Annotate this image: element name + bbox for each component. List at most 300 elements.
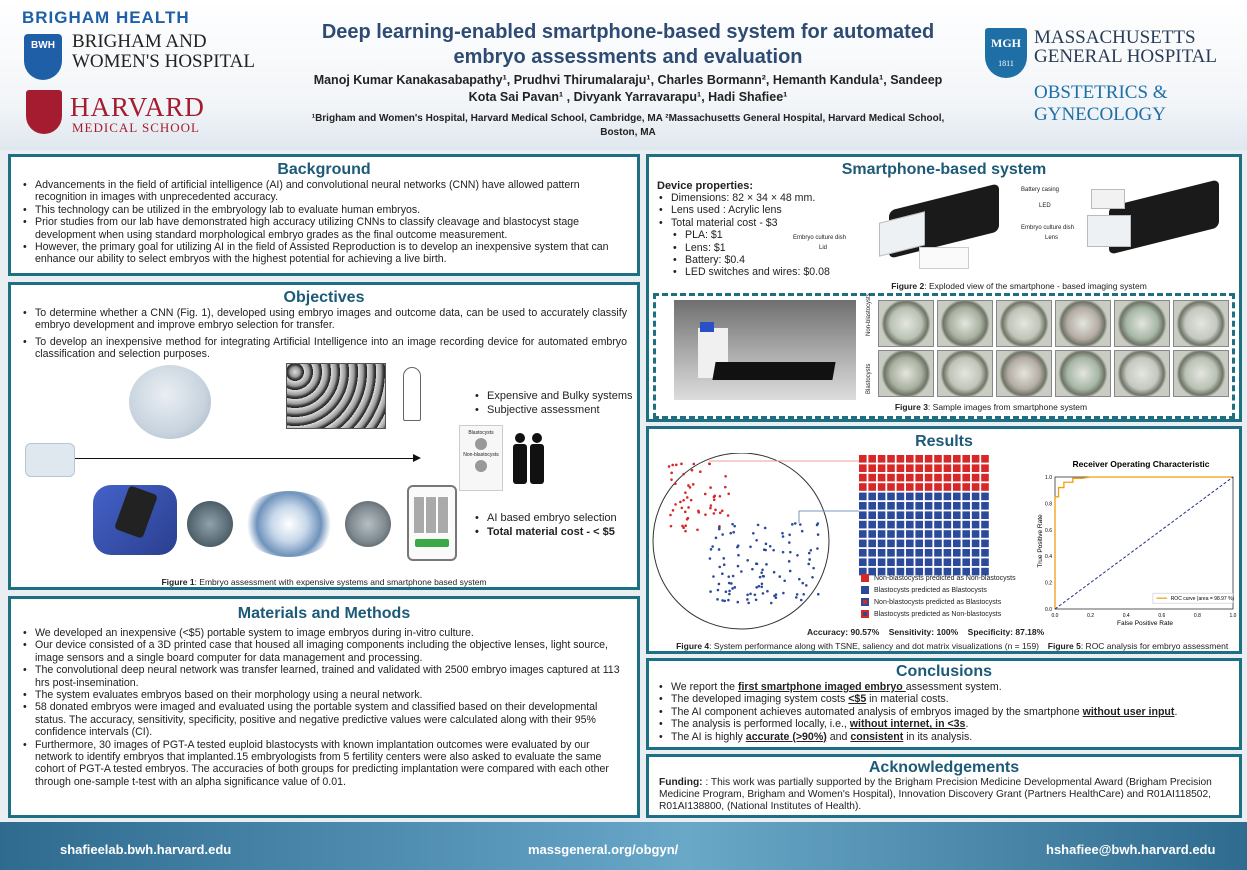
footer-link-email[interactable]: hshafiee@bwh.harvard.edu [1046,842,1216,857]
row-label-blast: Blastocysts [866,363,872,394]
matrix-cell-blast [944,493,952,501]
matrix-cell-blast [972,558,980,566]
matrix-cell-blast [981,511,989,519]
matrix-cell-blast [962,540,970,548]
matrix-cell-nonblast [972,474,980,482]
matrix-cell-nonblast [944,455,952,463]
roc-title: Receiver Operating Characteristic [1072,459,1210,469]
figure-1-caption [11,577,637,587]
matrix-cell-blast [897,511,905,519]
tsne-point-nonblast [724,475,727,478]
tsne-point-blast [760,586,763,589]
tsne-point-blast [769,545,772,548]
specificity-value: Specificity: 87.18% [967,627,1045,637]
tsne-point-blast [727,575,730,578]
conclusion-text: The developed imaging system costs [671,693,849,706]
matrix-cell-blast [972,530,980,538]
embryo-sample-image [1173,350,1229,397]
tsne-point-blast [798,578,801,581]
list-item [657,718,1231,730]
authors-line2: Kota Sai Pavan¹ , Divyank Yarravarapu¹, Hadi Shafiee¹ [468,90,788,104]
matrix-cell-blast [878,511,886,519]
matrix-cell-nonblast [934,474,942,482]
matrix-cell-nonblast [906,483,914,491]
tsne-point-blast [812,567,815,570]
matrix-cell-blast [934,511,942,519]
matrix-cell-blast [887,511,895,519]
tsne-point-nonblast [692,463,695,466]
tsne-point-nonblast [670,478,673,481]
matrix-cell-blast [981,558,989,566]
tsne-point-blast [766,590,769,593]
matrix-cell-nonblast [859,483,867,491]
matrix-cell-blast [944,521,952,529]
matrix-cell-blast [915,549,923,557]
matrix-cell-blast [868,493,876,501]
matrix-cell-nonblast [972,464,980,472]
list-item: • AI based embryo selection [473,511,643,525]
tsne-point-blast [788,533,791,536]
accuracy-value: Accuracy: 90.57% [807,627,880,637]
matrix-cell-nonblast [972,455,980,463]
tsne-point-blast [740,570,743,573]
matrix-cell-blast [868,521,876,529]
conclusion-text: in material costs. [866,693,949,706]
tsne-point-blast [794,522,797,525]
app-phone-image [407,485,457,561]
tsne-point-blast [772,549,775,552]
matrix-cell-nonblast [925,474,933,482]
embryo-image [345,501,391,547]
tsne-point-nonblast [710,504,713,507]
background-panel [8,154,640,276]
petri-dish-image [25,443,75,477]
device-photo [674,300,856,400]
legend-swatch [861,574,869,582]
matrix-cell-nonblast [962,464,970,472]
tsne-point-blast [789,551,792,554]
matrix-cell-blast [878,493,886,501]
matrix-cell-blast [887,558,895,566]
matrix-cell-blast [925,502,933,510]
matrix-cell-blast [868,558,876,566]
brigham-health-label: BRIGHAM HEALTH [22,8,190,27]
tsne-point-nonblast [684,491,687,494]
tsne-point-nonblast [687,484,690,487]
matrix-cell-blast [944,549,952,557]
matrix-cell-blast [915,502,923,510]
tsne-point-blast [796,593,799,596]
matrix-cell-blast [868,540,876,548]
matrix-cell-blast [934,493,942,501]
embryo-image [187,501,233,547]
conclusion-text: The analysis is performed locally, i.e., [671,718,850,731]
matrix-cell-blast [868,502,876,510]
mgh-shield-logo [985,28,1027,78]
tsne-point-blast [808,558,811,561]
tsne-point-blast [788,560,791,563]
conclusion-text: . [965,718,969,731]
matrix-cell-nonblast [953,474,961,482]
tsne-point-blast [765,563,768,566]
matrix-cell-blast [906,493,914,501]
embryo-sample-image [937,350,993,397]
matrix-cell-nonblast [944,483,952,491]
tsne-point-blast [773,595,776,598]
mgh-year: 1811 [998,59,1014,68]
matrix-cell-nonblast [868,464,876,472]
tsne-point-nonblast [709,486,712,489]
matrix-cell-blast [972,540,980,548]
embryo-thumb-icon [475,460,487,472]
matrix-cell-blast [887,493,895,501]
matrix-cell-blast [859,540,867,548]
title-line2: embryo assessments and evaluation [453,46,803,68]
arrow-line [75,458,415,459]
bwh-badge-text: BWH [31,40,55,51]
tsne-point-blast [759,576,762,579]
tsne-point-blast [755,598,758,601]
tsne-point-nonblast [699,470,702,473]
matrix-cell-blast [925,521,933,529]
sensitivity-value: Sensitivity: 100% [888,627,959,637]
tsne-point-nonblast [670,525,673,528]
tsne-point-blast [783,579,786,582]
list-item: • PLA: $1 [671,229,1231,241]
embryo-grid-image [286,363,386,429]
tsne-point-nonblast [697,511,700,514]
matrix-cell-nonblast [915,474,923,482]
tsne-boundary [653,453,829,629]
conclusion-emphasis: <$5 [848,693,867,706]
tsne-point-blast [752,532,755,535]
poster-footer [0,822,1247,870]
embryo-sample-image [937,300,993,347]
tsne-point-blast [727,599,730,602]
embryologist-icon [403,367,421,421]
matrix-cell-nonblast [953,483,961,491]
matrix-cell-blast [953,493,961,501]
matrix-cell-blast [934,558,942,566]
tsne-point-blast [733,525,736,528]
matrix-cell-nonblast [953,455,961,463]
matrix-cell-nonblast [953,464,961,472]
tsne-point-blast [817,533,820,536]
matrix-cell-blast [925,558,933,566]
tsne-point-blast [763,548,766,551]
matrix-cell-nonblast [962,483,970,491]
matrix-cell-nonblast [934,483,942,491]
conclusion-text: in its analysis. [903,730,973,743]
tsne-point-blast [773,571,776,574]
roc-x-tick: 1.0 [1229,613,1237,619]
matrix-cell-blast [887,530,895,538]
tsne-point-blast [721,599,724,602]
matrix-cell-blast [915,521,923,529]
tsne-point-blast [717,589,720,592]
tsne-point-blast [728,590,731,593]
tsne-point-nonblast [681,525,684,528]
matrix-cell-nonblast [887,455,895,463]
methods-list [21,627,627,788]
legend-item [861,573,1016,585]
tsne-point-nonblast [687,506,690,509]
tsne-point-blast [755,586,758,589]
matrix-cell-nonblast [915,464,923,472]
matrix-cell-blast [962,493,970,501]
matrix-cell-nonblast [915,483,923,491]
matrix-cell-blast [906,549,914,557]
expensive-system-list [473,389,643,417]
tsne-point-blast [782,551,785,554]
results-title: Results [915,433,973,450]
neural-network-image [241,491,337,557]
tsne-point-blast [807,563,810,566]
list-item: • We developed an inexpensive (<$5) portable system to image embryos during in-vitro culture. [21,627,627,639]
matrix-cell-blast [859,521,867,529]
tsne-point-nonblast [696,528,699,531]
tsne-point-blast [716,598,719,601]
list-item: • Advancements in the field of artificial intelligence (AI) and convolutional neural networks (CNN) have allowed pattern recognition in images with unprecedented accuracy. [21,179,627,204]
tsne-point-nonblast [682,473,685,476]
tsne-point-blast [770,602,773,605]
tsne-point-nonblast [713,495,716,498]
tsne-point-blast [736,601,739,604]
conclusion-text: and [826,730,851,743]
matrix-cell-blast [953,549,961,557]
tsne-point-blast [711,545,714,548]
tsne-point-nonblast [675,464,678,467]
matrix-cell-blast [925,511,933,519]
matrix-cell-blast [962,558,970,566]
list-item [657,731,1231,743]
tsne-point-blast [758,585,761,588]
tsne-point-blast [723,563,726,566]
matrix-cell-nonblast [868,474,876,482]
matrix-cell-blast [944,558,952,566]
embryo-sample-image [996,350,1052,397]
embryo-sample-image [1055,300,1111,347]
tsne-point-blast [789,570,792,573]
ai-system-list [473,511,643,539]
matrix-cell-nonblast [906,474,914,482]
matrix-cell-blast [981,502,989,510]
tsne-point-blast [762,592,765,595]
legend-swatch [861,586,869,594]
matrix-cell-blast [953,521,961,529]
mgh-badge-text: MGH [991,36,1021,50]
objectives-title: Objectives [283,289,365,306]
obgyn-line2: GYNECOLOGY [1034,104,1166,125]
microscope-image [129,365,211,439]
poster-header [0,0,1247,150]
conclusion-emphasis: first smartphone imaged embryo [737,681,906,693]
figure-4-caption [649,641,1039,651]
tsne-point-blast [721,533,724,536]
chance-line [1055,477,1233,609]
matrix-cell-nonblast [878,483,886,491]
matrix-cell-nonblast [897,474,905,482]
tsne-point-blast [762,575,765,578]
matrix-cell-blast [887,502,895,510]
classification-card [459,425,503,491]
embryo-sample-image [878,300,934,347]
matrix-cell-blast [868,549,876,557]
roc-x-tick: 0.0 [1051,613,1059,619]
tsne-point-nonblast [727,514,730,517]
smartphone-title: Smartphone-based system [841,161,1047,178]
matrix-cell-blast [944,502,952,510]
tsne-point-blast [810,549,813,552]
tsne-point-blast [754,593,757,596]
conclusion-emphasis: without internet, in <3s [849,718,966,731]
list-item: • Our device consisted of a 3D printed case that housed all imaging components including the objective lenses, light source, image sensors and a single board computer for data management and processing. [21,639,627,664]
bwh-name [72,32,255,72]
tsne-point-blast [737,554,740,557]
tsne-point-blast [737,544,740,547]
tsne-point-nonblast [669,514,672,517]
tsne-point-nonblast [713,512,716,515]
figure-2-label: Figure 2 [891,281,925,291]
tsne-point-nonblast [684,511,687,514]
tsne-point-nonblast [680,463,683,466]
matrix-cell-blast [972,511,980,519]
list-item: • Lens used : Acrylic lens [657,204,1231,216]
tsne-point-nonblast [721,509,724,512]
tsne-point-blast [749,593,752,596]
obgyn-name [1034,82,1168,126]
matrix-cell-blast [878,540,886,548]
list-item: • Furthermore, 30 images of PGT-A tested euploid blastocysts with known implantation outcomes were evaluated by our network to identify embryos that implanted.15 embryologists from 5 fertility centers were also asked to evaluate the same cohort of PGT-A tested embryos. The accuracies of both groups for predicting implantation were compared with each other through one-sample t-test with an alpha significance value of 0.01. [21,739,627,789]
matrix-cell-nonblast [897,483,905,491]
embryo-sample-image [1114,350,1170,397]
tsne-point-blast [712,575,715,578]
mgh-name-line1: MASSACHUSETTS [1034,27,1196,48]
conclusions-list [657,681,1231,743]
matrix-cell-blast [906,540,914,548]
tsne-point-blast [795,596,798,599]
conclusion-emphasis: consistent [850,730,904,743]
tsne-point-blast [732,531,735,534]
bwh-name-line1: BRIGHAM AND [72,31,207,52]
poster-title [268,20,988,70]
footer-link-lab[interactable]: shafieelab.bwh.harvard.edu [60,842,232,857]
matrix-cell-blast [944,511,952,519]
legend-swatch [861,610,869,618]
matrix-cell-blast [897,549,905,557]
roc-ylabel: True Positive Rate [1037,514,1044,568]
figure-5-label: Figure 5 [1047,641,1081,651]
matrix-cell-blast [906,558,914,566]
tsne-point-blast [710,548,713,551]
tsne-point-blast [802,593,805,596]
matrix-cell-blast [925,540,933,548]
list-item: • The system evaluates embryos based on their morphology using a neural network. [21,689,627,701]
matrix-cell-blast [934,549,942,557]
figure-3-text: : Sample images from smartphone system [927,402,1088,412]
matrix-cell-blast [887,549,895,557]
blastocyst-label: Blastocysts [468,430,494,436]
tsne-point-blast [737,565,740,568]
roc-y-tick: 0.6 [1045,527,1052,534]
figure-4-label: Figure 4 [676,641,710,651]
list-item: • 58 donated embryos were imaged and evaluated using the portable system and classified based on their developmental status. The accuracy, sensitivity, specificity, positive and negative predictive values were calculated along with their 95% confidence intervals (CI). [21,701,627,738]
roc-y-tick: 1.0 [1045,475,1052,481]
bwh-shield-logo [24,34,62,80]
tsne-point-blast [765,543,768,546]
matrix-cell-blast [897,530,905,538]
figure-3-box [653,293,1235,419]
conclusion-text: assessment system. [905,681,1002,693]
matrix-cell-nonblast [859,464,867,472]
legend-text: Blastocysts predicted as Non-blastocysts [874,611,1002,618]
list-item [657,681,1231,693]
footer-link-obgyn[interactable]: massgeneral.org/obgyn/ [528,842,679,857]
nonblast-label: Non-blastocysts [463,452,499,458]
list-item: • Lens: $1 [671,242,1231,254]
author-list [270,72,986,106]
tsne-point-blast [782,592,785,595]
embryo-sample-image [1055,350,1111,397]
matrix-cell-blast [953,530,961,538]
funding-text [659,777,1229,813]
roc-y-tick: 0.4 [1045,554,1052,561]
exploded-view-1 [793,187,1009,277]
tsne-point-nonblast [692,483,695,486]
tsne-point-blast [801,582,804,585]
tsne-point-blast [796,554,799,557]
matrix-cell-blast [859,549,867,557]
connector-line [799,511,859,523]
tsne-point-blast [760,571,763,574]
harvard-sub: MEDICAL SCHOOL [72,120,200,135]
list-item [657,706,1231,718]
tsne-point-nonblast [724,486,727,489]
dish-label: Embryo culture dish [793,235,847,241]
list-item: • Prior studies from our lab have demonstrated high accuracy utilizing CNNs to classify cleavage and blastocyst stage development when using standard morphological embryo grades as the final outcome measurement. [21,216,627,241]
matrix-cell-blast [859,558,867,566]
matrix-cell-blast [906,530,914,538]
tsne-point-blast [751,568,754,571]
matrix-cell-nonblast [925,483,933,491]
tsne-point-nonblast [687,517,690,520]
matrix-cell-nonblast [934,455,942,463]
matrix-cell-blast [934,502,942,510]
tsne-point-blast [801,530,804,533]
tsne-point-blast [761,582,764,585]
figure-3-caption [866,402,1116,412]
matrix-cell-blast [953,540,961,548]
matrix-cell-blast [944,530,952,538]
matrix-cell-nonblast [878,464,886,472]
matrix-cell-blast [925,530,933,538]
tsne-point-blast [747,602,750,605]
list-item: • Expensive and Bulky systems [473,389,643,403]
tsne-point-blast [781,532,784,535]
matrix-cell-blast [953,558,961,566]
matrix-cell-nonblast [934,464,942,472]
matrix-cell-blast [953,502,961,510]
list-item: • This technology can be utilized in the embryology lab to evaluate human embryos. [21,204,627,216]
obgyn-line1: OBSTETRICS & [1034,82,1168,103]
tsne-point-blast [715,537,718,540]
matrix-cell-nonblast [925,464,933,472]
funding-body: : This work was partially supported by the Brigham Precision Medicine Developmental Award (Brigham Precision Medicine Program, Brigham and Women's Hospital), Innovation Discovery Grant (Partners HealthCare) and R01AI118502, R01AI138800, (National Institutes of Health). [659,777,1212,812]
tsne-point-blast [778,575,781,578]
list-item: • Total material cost - < $5 [473,525,643,539]
matrix-cell-blast [972,493,980,501]
tsne-point-blast [816,524,819,527]
